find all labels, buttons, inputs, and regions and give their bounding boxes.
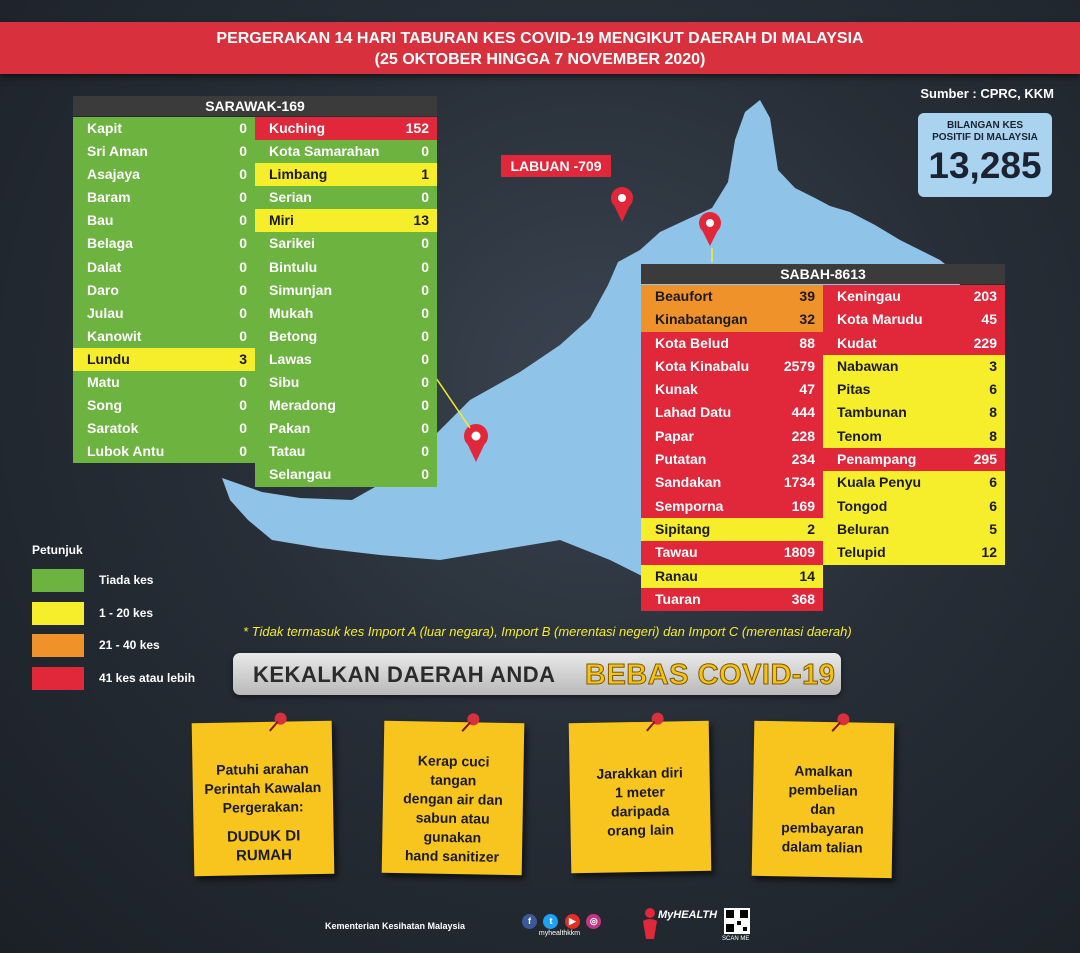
district-name: Lawas	[269, 350, 312, 367]
district-cases: 0	[239, 189, 247, 206]
district-name: Belaga	[87, 235, 133, 252]
title-line-2: (25 OKTOBER HINGGA 7 NOVEMBER 2020)	[374, 51, 706, 68]
district-cases: 0	[239, 281, 247, 298]
sarawak-row	[255, 186, 437, 209]
ministry-name: Kementerian Kesihatan Malaysia	[325, 921, 466, 931]
advice-card-4	[752, 721, 895, 878]
district-name: Kota Belud	[655, 334, 729, 351]
sabah-row	[823, 308, 1005, 331]
district-name: Semporna	[655, 497, 724, 514]
sarawak-row	[255, 302, 437, 325]
advice-card-2-text: Kerap cuci tangan dengan air dan sabun atau gunakan hand sanitizer	[403, 752, 503, 865]
legend-item	[32, 667, 196, 700]
district-cases: 45	[981, 311, 997, 328]
sabah-row	[641, 332, 823, 355]
district-name: Simunjan	[269, 281, 333, 298]
sabah-row	[641, 285, 823, 308]
sabah-row	[823, 378, 1005, 401]
district-cases: 0	[421, 443, 429, 460]
pushpin-icon	[829, 712, 851, 734]
sarawak-row	[255, 117, 437, 140]
district-cases: 14	[799, 567, 815, 584]
district-cases: 6	[989, 497, 997, 514]
social-links	[522, 911, 603, 937]
sabah-row	[641, 471, 823, 494]
sarawak-row	[73, 232, 255, 255]
legend-title: Petunjuk	[32, 543, 83, 557]
sabah-right-column	[823, 285, 1005, 565]
sabah-row	[823, 355, 1005, 378]
total-cases-label: BILANGAN KES POSITIF DI MALAYSIA	[932, 120, 1038, 143]
sarawak-row	[73, 209, 255, 232]
district-cases: 8	[989, 404, 997, 421]
district-name: Penampang	[837, 451, 917, 468]
district-cases: 0	[239, 443, 247, 460]
title-banner	[0, 22, 1080, 74]
district-cases: 0	[421, 258, 429, 275]
district-name: Kapit	[87, 120, 122, 136]
sabah-row	[641, 495, 823, 518]
district-cases: 228	[791, 427, 815, 444]
instagram-icon[interactable]: ◎	[586, 914, 601, 929]
district-name: Kota Samarahan	[269, 143, 380, 160]
district-name: Miri	[269, 212, 294, 229]
sarawak-row	[73, 186, 255, 209]
district-cases: 5	[989, 520, 997, 537]
advice-card-1-sub: DUDUK DI RUMAH	[226, 827, 301, 865]
district-name: Sipitang	[655, 520, 711, 537]
qr-code-icon[interactable]	[724, 908, 750, 934]
title-line-1: PERGERAKAN 14 HARI TABURAN KES COVID-19 MENGIKUT DAERAH DI MALAYSIA	[216, 30, 864, 47]
sarawak-row	[255, 163, 437, 186]
district-name: Lubok Antu	[87, 443, 165, 460]
district-name: Meradong	[269, 397, 336, 414]
district-cases: 12	[981, 544, 997, 561]
legend-swatch	[32, 569, 84, 592]
pushpin-icon	[266, 712, 288, 734]
district-name: Kuching	[269, 120, 325, 136]
pushpin-icon	[459, 712, 481, 734]
myhealth-logo	[640, 905, 718, 943]
district-name: Kota Kinabalu	[655, 357, 750, 374]
district-name: Serian	[269, 189, 312, 206]
sabah-row	[641, 401, 823, 424]
district-name: Sandakan	[655, 474, 722, 491]
district-cases: 0	[239, 327, 247, 344]
twitter-icon[interactable]: t	[543, 914, 558, 929]
legend-label: Tiada kes	[99, 573, 154, 587]
district-name: Kanowit	[87, 327, 142, 344]
import-note: * Tidak termasuk kes Import A (luar negara), Import B (merentasi negeri) dan Import C (merentasi daerah)	[243, 624, 852, 639]
district-name: Sri Aman	[87, 143, 148, 160]
sarawak-row	[255, 440, 437, 463]
slogan-bar	[233, 653, 841, 695]
district-cases: 203	[973, 288, 997, 304]
sabah-row	[823, 332, 1005, 355]
advice-card-4-text: Amalkan pembelian dan pembayaran dalam talian	[781, 762, 864, 856]
district-name: Selangau	[269, 466, 332, 483]
district-cases: 0	[239, 397, 247, 414]
district-cases: 0	[239, 143, 247, 160]
legend-swatch	[32, 634, 84, 657]
sarawak-row	[255, 417, 437, 440]
total-cases-value: 13,285	[928, 145, 1042, 186]
district-cases: 0	[421, 327, 429, 344]
sarawak-row	[255, 232, 437, 255]
district-cases: 0	[239, 212, 247, 229]
district-cases: 6	[989, 474, 997, 491]
sarawak-row	[73, 256, 255, 279]
district-name: Sarikei	[269, 235, 315, 252]
district-name: Tatau	[269, 443, 306, 460]
district-cases: 1734	[783, 474, 815, 491]
sarawak-row	[73, 394, 255, 417]
district-cases: 169	[791, 497, 815, 514]
pin-labuan-icon	[611, 187, 633, 222]
sarawak-row	[255, 348, 437, 371]
sarawak-row	[73, 302, 255, 325]
sarawak-row	[73, 440, 255, 463]
district-cases: 3	[989, 357, 997, 374]
district-cases: 1	[421, 166, 429, 183]
sabah-row	[641, 378, 823, 401]
district-cases: 152	[405, 120, 429, 136]
sarawak-row	[73, 325, 255, 348]
sabah-row	[641, 541, 823, 564]
district-name: Kudat	[837, 334, 877, 351]
source-label: Sumber : CPRC, KKM	[920, 86, 1054, 101]
district-cases: 32	[799, 311, 815, 328]
sabah-row	[641, 308, 823, 331]
district-name: Asajaya	[87, 166, 140, 183]
advice-card-2	[382, 721, 525, 875]
sabah-row	[823, 541, 1005, 564]
district-name: Tongod	[837, 497, 888, 514]
sarawak-left-column	[73, 117, 255, 463]
district-cases: 13	[413, 212, 429, 229]
advice-card-3-text: Jarakkan diri 1 meter daripada orang lain	[596, 764, 683, 839]
pushpin-icon	[644, 712, 666, 734]
labuan-label: LABUAN -709	[501, 155, 611, 177]
sarawak-row	[73, 279, 255, 302]
sabah-row	[823, 518, 1005, 541]
sarawak-title: SARAWAK-169	[73, 96, 437, 116]
district-name: Pakan	[269, 420, 311, 437]
advice-card-3	[569, 721, 712, 873]
district-cases: 0	[239, 235, 247, 252]
district-cases: 0	[239, 120, 247, 136]
district-name: Tuaran	[655, 590, 701, 607]
myhealth-figure-icon	[640, 907, 660, 941]
district-cases: 0	[239, 166, 247, 183]
district-name: Baram	[87, 189, 131, 206]
district-cases: 0	[421, 235, 429, 252]
district-name: Bau	[87, 212, 114, 229]
district-cases: 295	[973, 451, 997, 468]
district-cases: 229	[973, 334, 997, 351]
slogan-part-1: KEKALKAN DAERAH ANDA	[253, 662, 556, 687]
myhealth-wordmark: MyHEALTH	[658, 909, 718, 921]
district-cases: 2	[807, 520, 815, 537]
sarawak-right-column	[255, 117, 437, 487]
district-cases: 0	[421, 143, 429, 160]
sarawak-row	[73, 417, 255, 440]
legend-item	[32, 569, 154, 602]
district-cases: 0	[421, 466, 429, 483]
sarawak-row	[255, 371, 437, 394]
sarawak-row	[255, 140, 437, 163]
sabah-row	[641, 448, 823, 471]
sarawak-row	[73, 140, 255, 163]
district-cases: 1809	[783, 544, 815, 561]
sabah-row	[641, 425, 823, 448]
sabah-row	[823, 448, 1005, 471]
advice-card-1	[192, 721, 335, 876]
legend-item	[32, 602, 154, 635]
district-name: Ranau	[655, 567, 698, 584]
district-name: Tenom	[837, 427, 882, 444]
youtube-icon[interactable]: ▶	[565, 914, 580, 929]
district-name: Beluran	[837, 520, 890, 537]
district-cases: 368	[791, 590, 815, 607]
legend-label: 41 kes atau lebih	[99, 670, 196, 685]
district-cases: 0	[421, 397, 429, 414]
district-cases: 2579	[783, 357, 815, 374]
sabah-row	[823, 285, 1005, 308]
district-name: Pitas	[837, 381, 871, 398]
district-name: Sibu	[269, 374, 300, 391]
sarawak-row	[73, 163, 255, 186]
legend-swatch	[32, 602, 84, 625]
district-cases: 0	[421, 189, 429, 206]
total-cases-box	[918, 113, 1052, 197]
district-name: Tambunan	[837, 404, 907, 421]
district-cases: 0	[421, 374, 429, 391]
sabah-row	[823, 425, 1005, 448]
scan-me-label: SCAN ME	[722, 936, 750, 942]
district-name: Beaufort	[655, 288, 713, 304]
sabah-row	[641, 588, 823, 611]
district-name: Papar	[655, 427, 694, 444]
district-cases: 88	[799, 334, 815, 351]
sarawak-row	[73, 348, 255, 371]
sarawak-row	[255, 256, 437, 279]
district-name: Nabawan	[837, 357, 899, 374]
sarawak-row	[255, 394, 437, 417]
district-name: Tawau	[655, 544, 698, 561]
social-handle: myhealthkkm	[538, 930, 581, 937]
district-name: Julau	[87, 304, 124, 321]
sabah-left-column	[641, 285, 823, 611]
district-cases: 234	[791, 451, 815, 468]
district-name: Kuala Penyu	[837, 474, 922, 491]
sabah-row	[823, 471, 1005, 494]
sabah-row	[641, 518, 823, 541]
district-cases: 444	[791, 404, 815, 421]
district-cases: 0	[421, 304, 429, 321]
legend	[32, 543, 196, 699]
district-name: Betong	[269, 327, 318, 344]
district-cases: 6	[989, 381, 997, 398]
sarawak-row	[73, 117, 255, 140]
district-cases: 0	[421, 420, 429, 437]
slogan-part-2: BEBAS COVID-19	[585, 659, 836, 691]
district-cases: 47	[799, 381, 815, 398]
sabah-row	[823, 401, 1005, 424]
district-name: Kota Marudu	[837, 311, 923, 328]
district-name: Matu	[87, 374, 120, 391]
district-name: Dalat	[87, 258, 122, 275]
district-cases: 8	[989, 427, 997, 444]
legend-label: 1 - 20 kes	[99, 605, 154, 620]
district-cases: 0	[421, 350, 429, 367]
district-name: Mukah	[269, 304, 314, 321]
district-name: Lahad Datu	[655, 404, 732, 421]
district-name: Kinabatangan	[655, 311, 748, 328]
district-name: Limbang	[269, 166, 328, 183]
district-name: Telupid	[837, 544, 886, 561]
district-cases: 0	[421, 281, 429, 298]
sarawak-row	[255, 463, 437, 486]
district-name: Bintulu	[269, 258, 318, 275]
sarawak-row	[255, 325, 437, 348]
sabah-row	[641, 565, 823, 588]
district-cases: 3	[239, 350, 247, 367]
advice-card-1-text: Patuhi arahan Perintah Kawalan Pergerakan:	[204, 760, 322, 816]
district-name: Putatan	[655, 451, 707, 468]
district-name: Saratok	[87, 420, 139, 437]
legend-item	[32, 634, 160, 667]
district-name: Kunak	[655, 381, 698, 398]
district-cases: 0	[239, 258, 247, 275]
legend-swatch	[32, 667, 84, 690]
district-name: Daro	[87, 281, 119, 298]
sabah-row	[641, 355, 823, 378]
district-cases: 0	[239, 304, 247, 321]
sabah-title: SABAH-8613	[641, 264, 1005, 284]
district-cases: 39	[799, 288, 815, 304]
facebook-icon[interactable]: f	[522, 914, 537, 929]
sarawak-row	[255, 279, 437, 302]
sarawak-row	[73, 371, 255, 394]
district-name: Keningau	[837, 288, 901, 304]
district-cases: 0	[239, 420, 247, 437]
legend-label: 21 - 40 kes	[99, 638, 160, 652]
district-cases: 0	[239, 374, 247, 391]
district-name: Song	[87, 397, 122, 414]
sarawak-row	[255, 209, 437, 232]
district-name: Lundu	[87, 350, 130, 367]
sabah-row	[823, 495, 1005, 518]
